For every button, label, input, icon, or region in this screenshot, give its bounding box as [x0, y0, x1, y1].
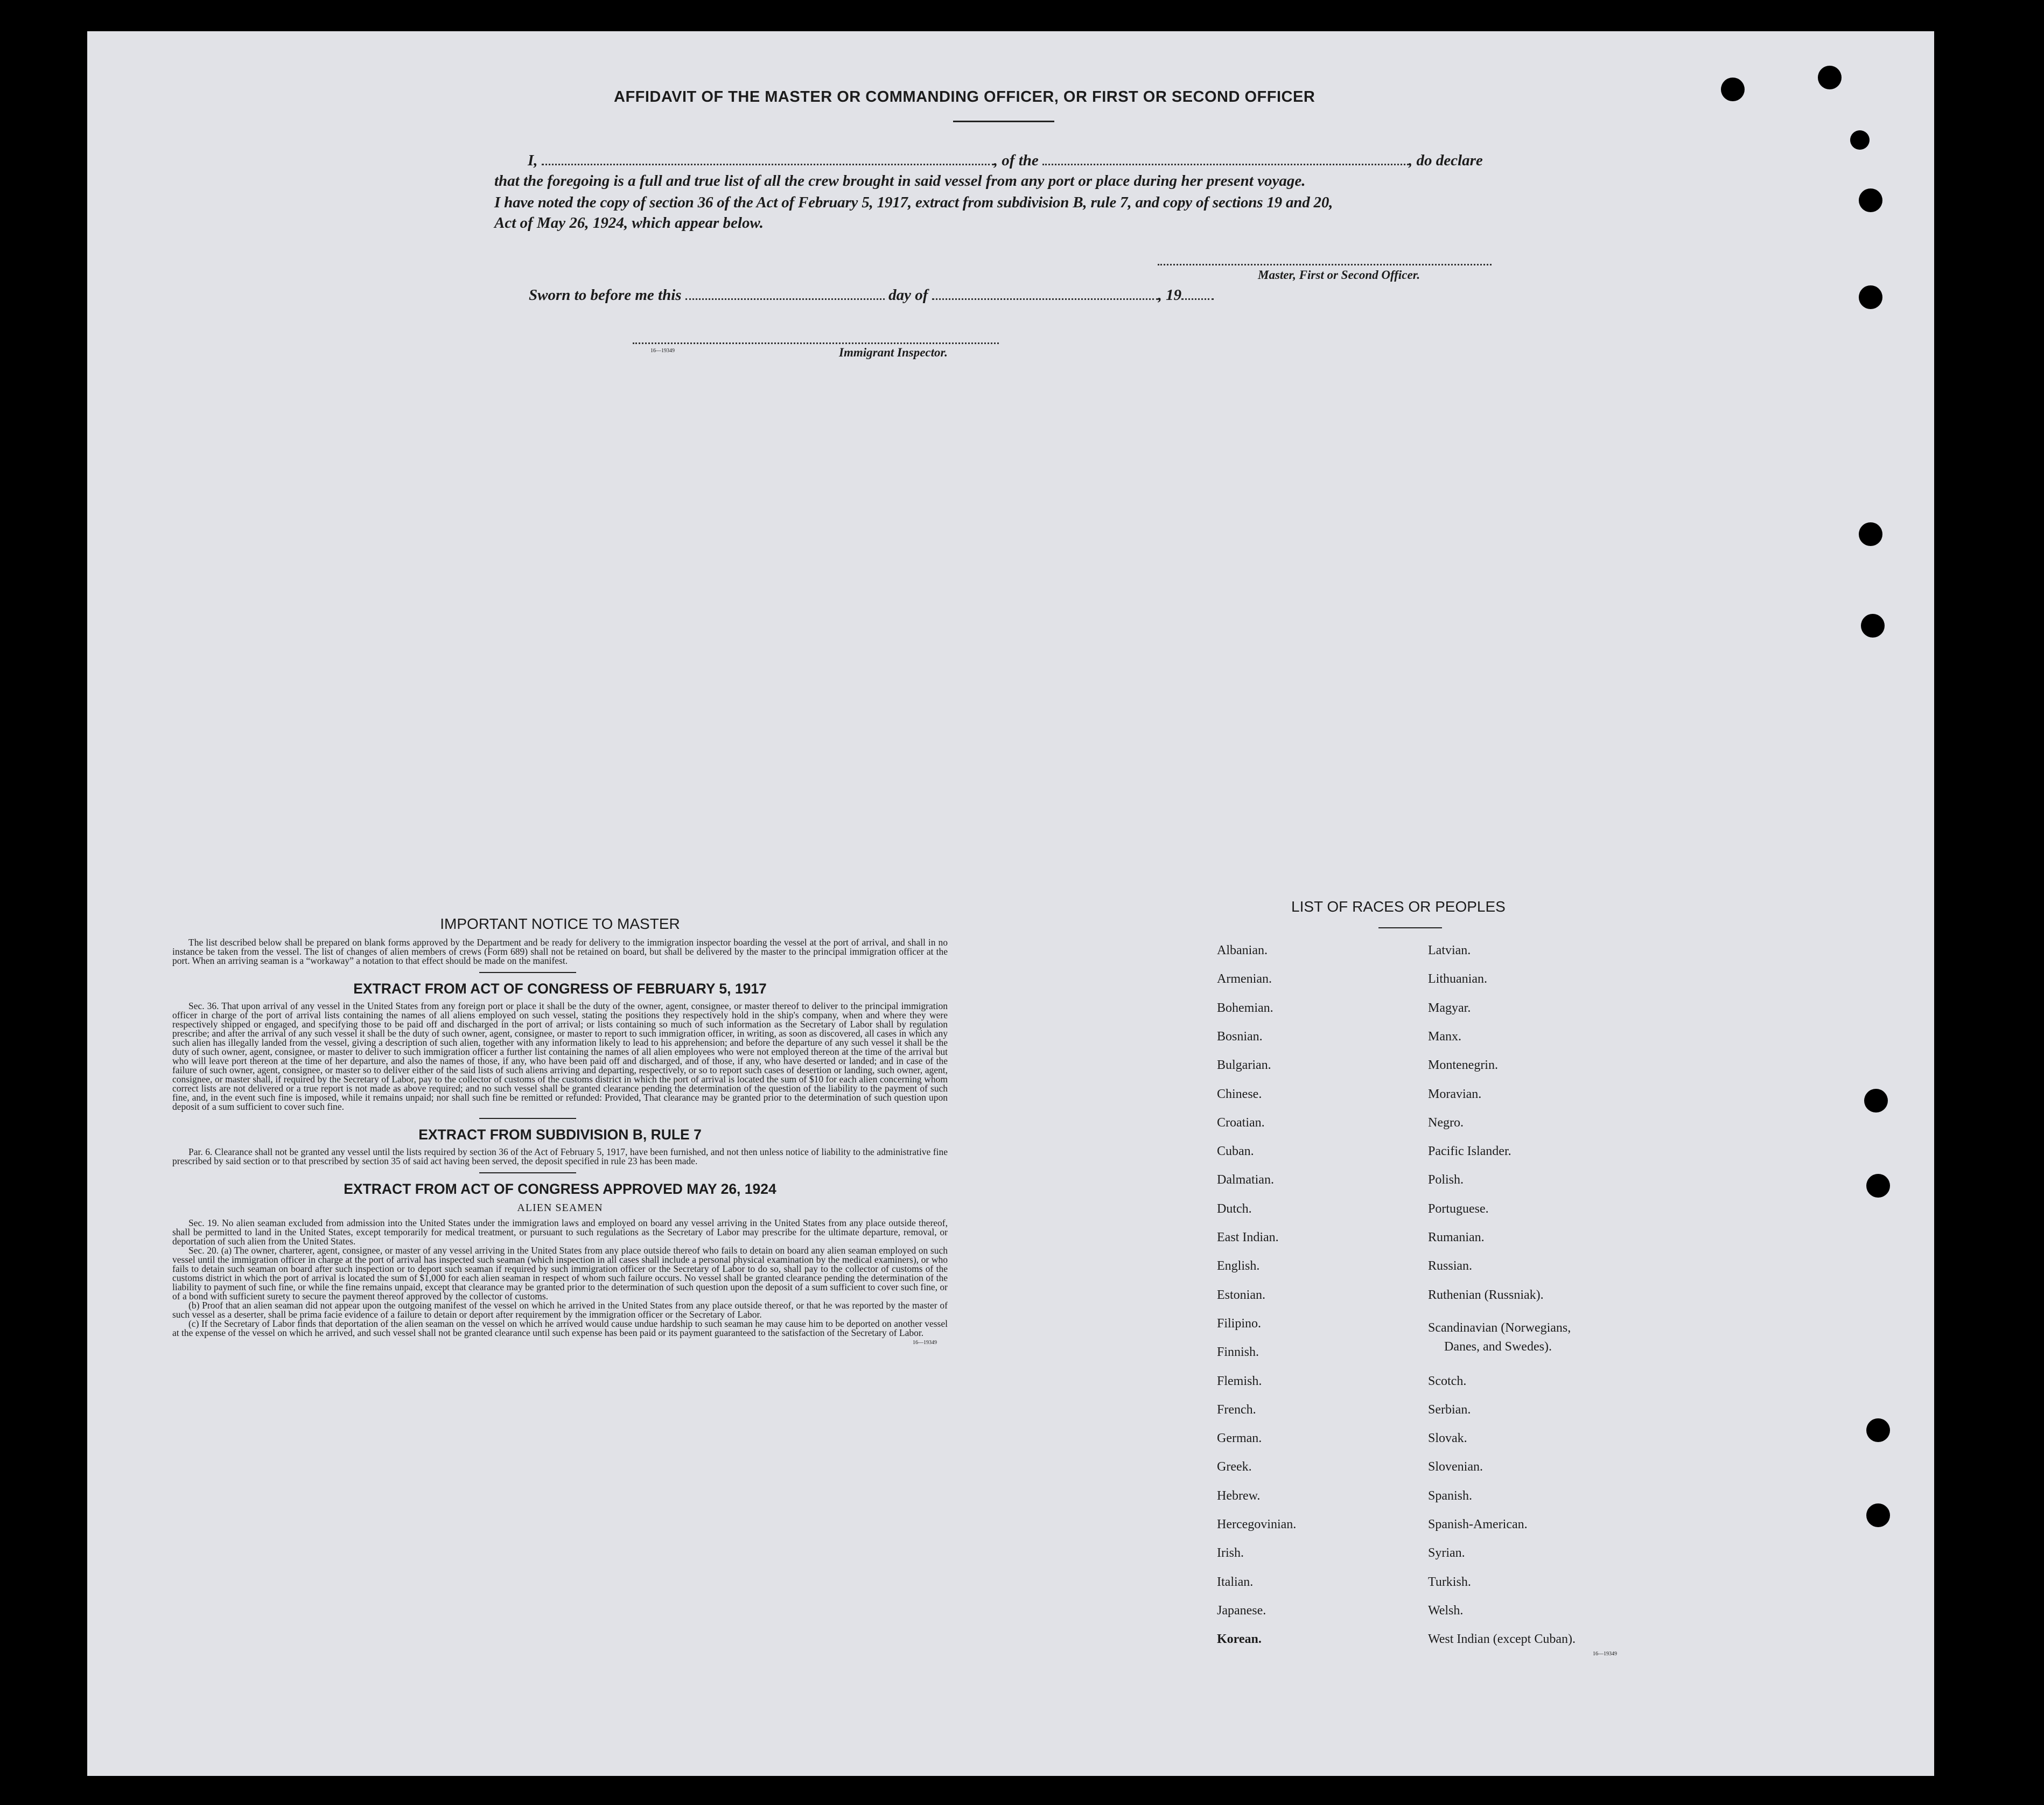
- notices-column: [172, 915, 948, 1346]
- sec20a-text: Sec. 20. (a) The owner, charterer, agent, consignee, or master of any vessel arriving in the United States from any place outside thereof who fails to detain on board any alien seaman employed on such vessel until the immigration officer in charge at the port of arrival has inspected such seaman (which inspection in all cases shall include a personal physical examination by the medical examiners), or who fails to detain such seaman on board after such inspection or to deport such seaman if required by such immigration officer or the Secretary of Labor to do so, shall pay to the collector of customs of the customs district in which the port of arrival is located the sum of $1,000 for each alien seaman in respect of whom such failure occurs. No vessel shall be granted clearance pending the determination of the liability to payment of such fine, or while the fine remains unpaid, except that clearance may be granted prior to the determination of such question upon the deposit of a sum sufficient to cover such fine, or of a bond with sufficient surety to secure the payment thereof approved by the collector of customs.: [172, 1245, 948, 1302]
- divider: [479, 1118, 576, 1119]
- punch-hole: [1859, 285, 1882, 309]
- race-item: Portuguese.: [1428, 1201, 1489, 1216]
- race-item: Negro.: [1428, 1115, 1464, 1130]
- inspector-signature-line[interactable]: [633, 342, 999, 344]
- notice-text: The list described below shall be prepared on blank forms approved by the Department and be ready for delivery to the immigration inspector boarding the vessel at the port of arrival, and shall in no instance be taken from the vessel. The list of changes of alien members of crews (Form 689) shall not be retained on board, but shall be delivered by the master to the principal immigration officer at the port. When an arriving seaman is a “workaway” a notation to that effect should be made on the manifest.: [172, 937, 948, 966]
- race-item: German.: [1217, 1431, 1262, 1446]
- race-item: Japanese.: [1217, 1603, 1266, 1618]
- race-item: West Indian (except Cuban).: [1428, 1632, 1576, 1647]
- race-item: Bohemian.: [1217, 1001, 1273, 1015]
- races-title: LIST OF RACES OR PEOPLES: [1291, 898, 1506, 915]
- punch-hole: [1861, 614, 1885, 638]
- punch-hole: [1721, 78, 1745, 101]
- race-item: Scandinavian (Norwegians,: [1428, 1320, 1571, 1335]
- race-item: Cuban.: [1217, 1144, 1254, 1159]
- of-the-label: , of the: [993, 152, 1039, 169]
- punch-hole: [1818, 66, 1842, 89]
- form-number: 16—19349: [1593, 1651, 1617, 1657]
- race-item: Italian.: [1217, 1575, 1254, 1589]
- race-item: Syrian.: [1428, 1546, 1465, 1561]
- punch-hole: [1866, 1174, 1890, 1198]
- affidavit-title: AFFIDAVIT OF THE MASTER OR COMMANDING OFFICER, OR FIRST OR SECOND OFFICER: [614, 88, 1315, 106]
- extract-1917-text: Sec. 36. That upon arrival of any vessel in the United States from any foreign port or place it shall be the duty of the owner, agent, consignee, or master thereof to deliver to the principal immigration officer in charge of the port of arrival lists containing the names of all aliens employed on such vessel, stating the positions they respectively hold in the ship's company, when and where they were respectively shipped or engaged, and specifying those to be paid off and discharged in the port of arrival; or lists containing so much of such information as the Secretary of Labor shall by regulation prescribe; and after the arrival of any such vessel it shall be the duty of such owner, agent, consignee, or master to report to such immigration officer, in writing, as soon as discovered, all cases in which any such alien has illegally landed from the vessel, giving a description of such alien, together with any information likely to lead to his apprehension; and before the departure of any such vessel it shall be the duty of such owner, agent, consignee, or master to deliver to such immigration officer a further list containing the names of all alien employees who were not employed thereon at the time of the arrival but who will leave port thereon at the time of her departure, and also the names of those, if any, who have been paid off and discharged, and of those, if any, who have deserted or landed; and in case of the failure of such owner, agent, consignee, or master so to deliver either of the said lists of such aliens arriving and departing, respectively, or so to report such cases of desertion or landing, such owner, agent, consignee, or master shall, if required by the Secretary of Labor, pay to the collector of customs of the customs district in which the port of arrival is located the sum of $10 for each alien concerning whom correct lists are not delivered or a true report is not made as above required; and no such vessel shall be granted clearance pending the determination of the question of the liability to the payment of such fine, and, in the event such fine is imposed, while it remains unpaid; nor shall such fine be remitted or refunded: Provided, That clearance may be granted prior to the determination of such question upon deposit of a sum sufficient to cover such fine.: [172, 1001, 948, 1112]
- race-item: Greek.: [1217, 1460, 1252, 1474]
- sec20b-text: (b) Proof that an alien seaman did not appear upon the outgoing manifest of the vessel on which he arrived in the United States from any place outside thereof, or that he was reported by the master of such vessel as a deserter, shall be prima facie evidence of a failure to detain or deport after requirement by the immigration officer or the Secretary of Labor.: [172, 1300, 948, 1320]
- notice-title: IMPORTANT NOTICE TO MASTER: [440, 915, 680, 932]
- race-item: Ruthenian (Russniak).: [1428, 1288, 1544, 1302]
- race-item: Dalmatian.: [1217, 1173, 1274, 1187]
- race-item: Turkish.: [1428, 1575, 1471, 1589]
- race-item: Polish.: [1428, 1173, 1464, 1187]
- race-item: Hebrew.: [1217, 1488, 1261, 1503]
- race-item: Finnish.: [1217, 1345, 1259, 1360]
- race-item: Serbian.: [1428, 1402, 1471, 1417]
- sec20c-text: (c) If the Secretary of Labor finds that deportation of the alien seaman on the vessel on which he arrived would cause undue hardship to such seaman he may cause him to be deported on another vessel at the expense of the vessel on which he arrived, and such vessel shall not be granted clearance until such expense has been paid or its payment guaranteed to the satisfaction of the Secretary of Labor.: [172, 1318, 948, 1338]
- sec19-text: Sec. 19. No alien seaman excluded from admission into the United States under the immigration laws and employed on board any vessel arriving in the United States from any place outside thereof, shall be permitted to land in the United States, except temporarily for medical treatment, or pursuant to such regulations as the Secretary of Labor may prescribe for the ultimate departure, removal, or deportation of such alien from the United States.: [172, 1218, 948, 1247]
- race-item: Irish.: [1217, 1546, 1244, 1561]
- race-item: Bosnian.: [1217, 1029, 1263, 1044]
- sworn-year-field[interactable]: [1181, 298, 1214, 300]
- race-item: Korean.: [1217, 1632, 1262, 1647]
- race-item: English.: [1217, 1259, 1260, 1274]
- race-item: Scotch.: [1428, 1374, 1467, 1388]
- extract-1917-title: EXTRACT FROM ACT OF CONGRESS OF FEBRUARY 5, 1917: [353, 981, 767, 997]
- race-item: Dutch.: [1217, 1201, 1252, 1216]
- divider: [953, 121, 1054, 122]
- extract-1924-subtitle: ALIEN SEAMEN: [517, 1202, 603, 1214]
- race-item: Moravian.: [1428, 1087, 1482, 1101]
- name-field[interactable]: [542, 164, 994, 165]
- race-item: Welsh.: [1428, 1603, 1464, 1618]
- punch-hole: [1864, 1089, 1888, 1113]
- punch-hole: [1866, 1503, 1890, 1527]
- race-item: Bulgarian.: [1217, 1058, 1271, 1073]
- sworn-label: Sworn to before me this: [529, 286, 682, 304]
- form-number: 16—19349: [913, 1340, 937, 1346]
- officer-signature-label: Master, First or Second Officer.: [1258, 268, 1420, 282]
- race-item: Estonian.: [1217, 1288, 1265, 1302]
- race-item: Manx.: [1428, 1029, 1461, 1044]
- punch-hole: [1850, 130, 1870, 150]
- race-item: Russian.: [1428, 1259, 1473, 1274]
- do-declare-label: , do declare: [1409, 152, 1483, 169]
- race-item: Slovenian.: [1428, 1460, 1483, 1474]
- day-of-label: day of: [888, 286, 928, 304]
- inspector-signature-label: Immigrant Inspector.: [839, 346, 948, 359]
- affidavit-line1: [528, 152, 1483, 170]
- extract-1924-title: EXTRACT FROM ACT OF CONGRESS APPROVED MAY 26, 1924: [344, 1181, 776, 1197]
- sworn-month-field[interactable]: [932, 298, 1158, 300]
- sworn-day-field[interactable]: [685, 298, 885, 300]
- race-item: Albanian.: [1217, 943, 1268, 957]
- sworn-line: [529, 286, 1214, 304]
- race-item: Rumanian.: [1428, 1230, 1485, 1244]
- form-number: 16—19349: [650, 348, 675, 354]
- divider: [1378, 927, 1442, 928]
- race-item: Pacific Islander.: [1428, 1144, 1511, 1159]
- extract-rule7-text: Par. 6. Clearance shall not be granted any vessel until the lists required by section 36 of the Act of February 5, 1917, have been furnished, and not then unless notice of liability to the administrative fine prescribed by said section or to that prescribed by section 35 of said act having been served, the deposit specified in rule 23 has been made.: [172, 1146, 948, 1166]
- race-item: Latvian.: [1428, 943, 1471, 957]
- race-scandinavian-continued: Danes, and Swedes).: [1444, 1340, 1552, 1354]
- affidavit-line4: Act of May 26, 1924, which appear below.: [494, 214, 764, 232]
- extract-rule7-title: EXTRACT FROM SUBDIVISION B, RULE 7: [418, 1127, 702, 1143]
- affidavit-line2: that the foregoing is a full and true list of all the crew brought in said vessel from any port or place during her present voyage.: [494, 172, 1306, 190]
- race-item: Slovak.: [1428, 1431, 1467, 1446]
- race-item: Croatian.: [1217, 1115, 1265, 1130]
- year-label: , 19: [1158, 286, 1182, 304]
- i-label: I,: [528, 152, 538, 169]
- race-item: Hercegovinian.: [1217, 1517, 1297, 1531]
- race-item: Magyar.: [1428, 1001, 1471, 1015]
- affidavit-line3: I have noted the copy of section 36 of the Act of February 5, 1917, extract from subdivision B, rule 7, and copy of sections 19 and 20,: [494, 194, 1333, 211]
- punch-hole: [1859, 188, 1882, 212]
- race-item: Spanish.: [1428, 1488, 1473, 1503]
- vessel-field[interactable]: [1042, 164, 1409, 165]
- punch-hole: [1859, 522, 1882, 546]
- race-item: French.: [1217, 1402, 1256, 1417]
- race-item: Filipino.: [1217, 1316, 1262, 1331]
- race-item: Chinese.: [1217, 1087, 1262, 1101]
- race-item: Armenian.: [1217, 972, 1272, 987]
- race-item: Spanish-American.: [1428, 1517, 1528, 1531]
- divider: [479, 1172, 576, 1173]
- race-item: Montenegrin.: [1428, 1058, 1498, 1073]
- officer-signature-line[interactable]: [1158, 264, 1492, 265]
- divider: [479, 972, 576, 973]
- race-item: East Indian.: [1217, 1230, 1279, 1244]
- punch-hole: [1866, 1418, 1890, 1442]
- race-item: Flemish.: [1217, 1374, 1262, 1388]
- race-item: Lithuanian.: [1428, 972, 1487, 987]
